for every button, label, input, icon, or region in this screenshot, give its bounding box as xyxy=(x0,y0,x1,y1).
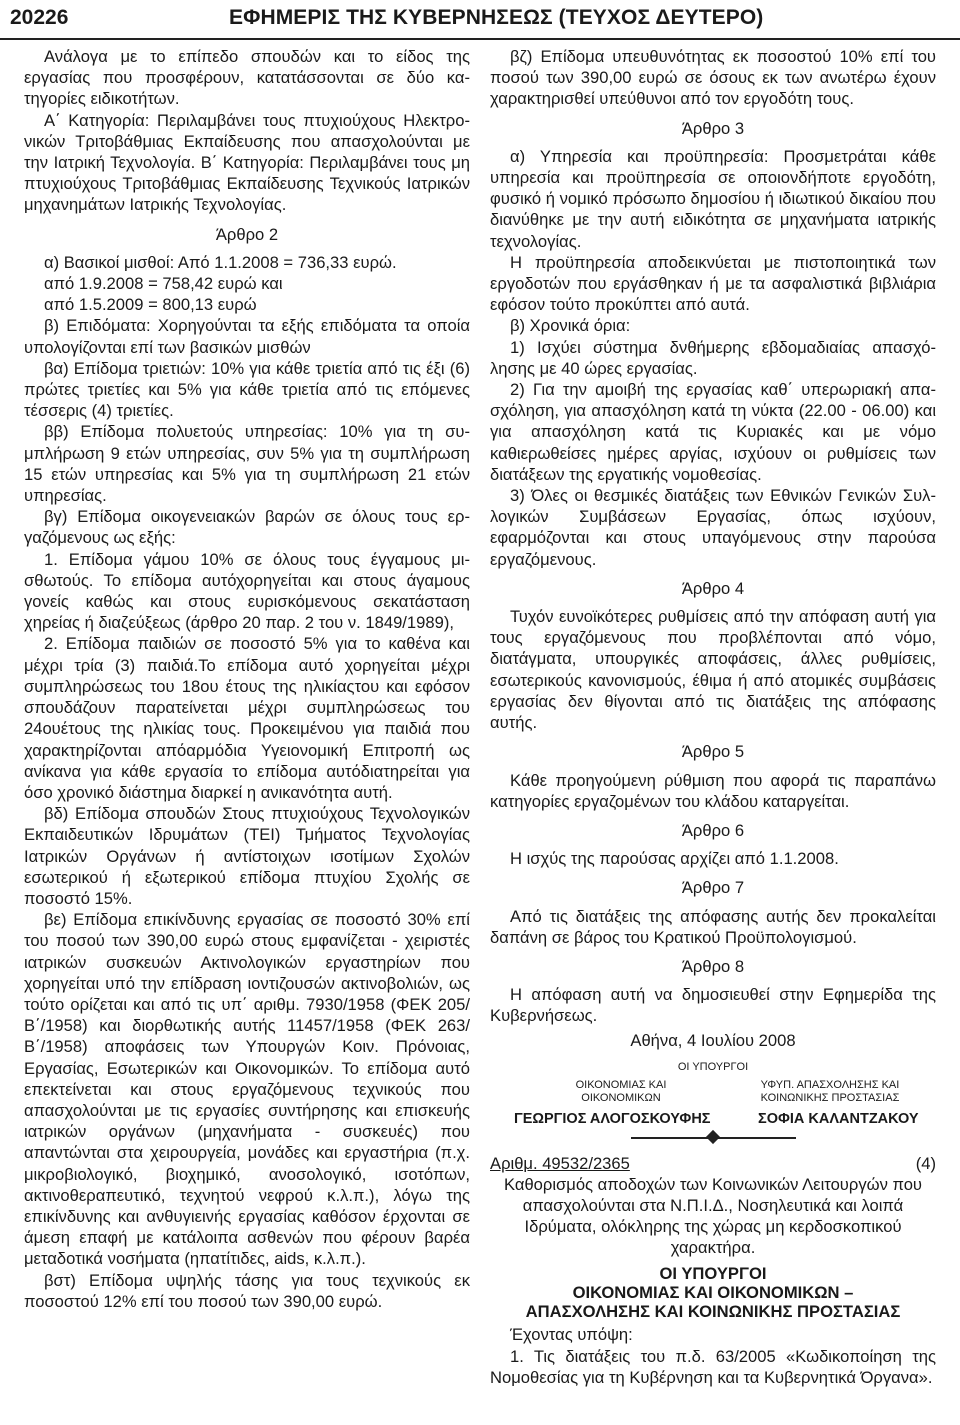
paragraph: 1. Τις διατάξεις του π.δ. 63/2005 «Κωδικοποίηση της Νομοθεσίας για τη Κυβέρνηση και τα Κυβερνητικά Όργανα». xyxy=(490,1346,936,1387)
decision-ref: (4) xyxy=(915,1153,936,1173)
article-heading: Άρθρο 8 xyxy=(681,956,745,976)
paragraph: β) Επιδόματα: Χορηγούνται τα εξής επιδόματα τα οποία υπολογίζονται επί των βασικών μισθών xyxy=(24,316,470,357)
paragraph: βζ) Επίδομα υπευθυνότητας εκ ποσοστού 10% επί του ποσού των 390,00 ευρώ σε όσους εκ των ανωτέρω έχουν χαρακτηρισθεί υπεύθυνοι από τον εργοδότη τους. xyxy=(490,47,936,109)
page-header xyxy=(0,0,960,42)
paragraph: βα) Επίδομα τριετιών: 10% για κάθε τριετία από τις έξι (6) πρώτες τριετίες και 5% για κάθε τριετία από τις επόμενες τέσσερις (4) τριετίες. xyxy=(24,358,470,421)
paragraph: βδ) Επίδομα σπουδών Στους πτυχιούχους Τεχνολογικών Εκπαιδευτικών Ιδρυμάτων (ΤΕΙ) Τμήματος Τεχνολογίας Ιατρικών Οργάνων ή αντίστοιχων ισοτίμων Σχολών εσωτερικού ή εξωτερικού επίδομα πτυχίου Σχολής σε ποσοστό 15%. xyxy=(24,804,470,908)
minister2-name: ΣΟΦΙΑ ΚΑΛΑΝΤΖΑΚΟΥ xyxy=(758,1110,919,1127)
decision-header xyxy=(490,1153,936,1174)
decision-number: Αριθμ. 49532/2365 xyxy=(490,1153,630,1173)
decision-title: Καθορισμός αποδοχών των Κοινωνικών Λειτουργών που απασχολούνται στα Ν.Π.Ι.Δ., Νοσηλευτικά και λοιπά Ιδρύματα, ολόκληρης της χώρας μη κερδοσκοπικού χαρακτήρα. xyxy=(503,1174,922,1258)
paragraph: 3) Όλες οι θεσμικές διατάξεις των Εθνικών Γενικών Συλλογικών Συμβάσεων Εργασίας, όπως ισχύουν, εφαρμόζονται και στους υπαγόμενους στην παρούσα εργαζόμενους. xyxy=(490,486,936,569)
ministers-heading-line2: ΟΙΚΟΝΟΜΙΑΣ ΚΑΙ ΟΙΚΟΝΟΜΙΚΩΝ – xyxy=(572,1283,854,1303)
paragraph: α) Βασικοί μισθοί: Από 1.1.2008 = 736,33 ευρώ. xyxy=(44,252,397,272)
ministers-heading-line3: ΑΠΑΣΧΟΛΗΣΗΣ ΚΑΙ ΚΟΙΝΩΝΙΚΗΣ ΠΡΟΣΤΑΣΙΑΣ xyxy=(525,1302,901,1322)
ministers-heading-line1: ΟΙ ΥΠΟΥΡΓΟΙ xyxy=(659,1264,767,1284)
paragraph: Η απόφαση αυτή να δημοσιευθεί στην Εφημερίδα της Κυβερνήσεως. xyxy=(490,985,936,1026)
paragraph: 2. Επίδομα παιδιών σε ποσοστό 5% για το καθένα και μέχρι τρία (3) παιδιά.Το επίδομα αυτό χορηγείται μέχρι συμπληρώσεως του 18ου έτους της ηλικίαςτου και εφόσον σπουδάζουν παρατείνεται μέχρι συμπληρώσεως του 24ουέτους της ηλικίας τους. Προκειμένου για παιδιά που χαρακτηρίζονται απόαρμόδια Υγειονομική Επιτροπή ως ανίκανα για κάθε εργασία το επίδομα αυτόδιατηρείται για όσο χρονικό διάστημα διαρκεί η ανικανότητα αυτή. xyxy=(24,634,470,802)
header-rule xyxy=(0,38,960,40)
paragraph: Από τις διατάξεις της απόφασης αυτής δεν προκαλείται δαπάνη σε βάρος του Κρατικού Προϋπολογισμού. xyxy=(490,906,936,947)
paragraph: Η προϋπηρεσία αποδεικνύεται με πιστοποιητικά των εργοδοτών που εργάσθηκαν ή με τα ασφαλιστικά βιβλιάρια εφόσον τούτο προκύπτει από αυτά. xyxy=(490,252,936,315)
paragraph: βε) Επίδομα επικίνδυνης εργασίας σε ποσοστό 30% επί του ποσού των 390,00 ευρώ στους εμφανίζεται - χειριστές ιατρικών συσκευών Ακτινολογικών εργαστηρίων που χορηγείται υπό την επίδραση ιοντιζουσών ακτινοβολιών, ως τούτο ορίζεται και από τις υπ΄ αριθμ. 7930/1958 (ΦΕΚ 205/Β΄/1958) και διορθωτικής αυτής 11457/1958 (ΦΕΚ 263/Β΄/1958) αποφάσεις των Υπουργών Κοιν. Πρόνοιας, Εργασίας, Εσωτερικών και Οικονομικών. Το επίδομα αυτό επεκτείνεται και στους εργαζόμενους τεχνικούς που απασχολούνται με τις εργασίες συντήρησης και επισκευής ιατρικών οργάνων (μηχανήματα - συσκευές) που απαντώνται στα χειρουργεία, μονάδες και εργαστήρια (π.χ. μικροβιολογικό, βιοχημικό, ανοσολογικό, ισοτόπων, ακτινοθεραπευτικό, τεχνητού νεφρού κ.λ.π.), λόγω της επικίνδυνης και ανθυγιεινής εργασίας καθόσον έρχονται σε άμεση επαφή με κατάλοιπα ασθενών που φέρουν βαρέα μεταδοτικά νοσήματα (ηπατίτιδες, aids, κ.λ.π.). xyxy=(24,910,470,1269)
paragraph: 2) Για την αμοιβή της εργασίας καθ΄ υπερωριακή απασχόληση, για απασχόληση κατά τη νύκτα (22.00 - 06.00) και για απασχόληση κατά τις Κυριακές και με νόμο καθιερωθείσες ημέρες αργίας, ισχύουν οι ρυθμίσεις των διατάξεων της εργατικής νομοθεσίας. xyxy=(490,380,936,484)
left-column xyxy=(24,46,470,1312)
article-heading: Άρθρο 6 xyxy=(681,820,745,840)
article-heading: Άρθρο 4 xyxy=(681,578,745,598)
paragraph: βστ) Επίδομα υψηλής τάσης για τους τεχνικούς εκ ποσοστού 12% επί του ποσού των 390,00 ευρώ. xyxy=(24,1270,470,1311)
minister1-name: ΓΕΩΡΓΙΟΣ ΑΛΟΓΟΣΚΟΥΦΗΣ xyxy=(514,1110,711,1127)
diamond-ornament-icon xyxy=(706,1129,720,1143)
paragraph: Κάθε προηγούμενη ρύθμιση που αφορά τις παραπάνω κατηγορίες εργαζομένων του κλάδου καταργείται. xyxy=(490,770,936,811)
paragraph: βγ) Επίδομα οικογενειακών βαρών σε όλους τους εργαζόμενους ως εξής: xyxy=(24,507,470,548)
article-heading: Άρθρο 3 xyxy=(681,118,745,138)
ministers-label: ΟΙ ΥΠΟΥΡΓΟΙ xyxy=(677,1060,749,1073)
paragraph: 1) Ισχύει σύστημα δνθήμερης εβδομαδιαίας απασχόλησης με 40 ώρες εργασίας. xyxy=(490,337,936,378)
paragraph: Α΄ Κατηγορία: Περιλαμβάνει τους πτυχιούχους Ηλεκτρονικών Τριτοβάθμιας Εκπαίδευσης που απασχολούνται με την Ιατρική Τεχνολογία. Β΄ Κατηγορία: Περιλαμβάνει τους μη πτυχιούχους Τριτοβάθμιας Εκπαίδευσης Τεχνικούς Ιατρικών μηχανημάτων Ιατρικής Τεχνολογίας. xyxy=(24,110,470,215)
paragraph: β) Χρονικά όρια: xyxy=(510,316,631,336)
paragraph: Ανάλογα με το επίπεδο σπουδών και το είδος της εργασίας που προσφέρουν, κατατάσσονται σε δύο κατηγορίες ειδικοτήτων. xyxy=(24,47,470,109)
article-heading: Άρθρο 5 xyxy=(681,742,745,762)
paragraph: Τυχόν ευνοϊκότερες ρυθμίσεις από την απόφαση αυτή για τους εργαζόμενους που προβλέπονται από νόμο, διατάγματα, υπουργικές αποφάσεις, άλλες ρυθμίσεις, εσωτερικούς κανονισμούς, έθιμα ή από ατομικές συμβάσεις εργασίας δεν θίγονται από τις διατάξεις της απόφασης αυτής. xyxy=(490,607,936,733)
paragraph: ββ) Επίδομα πολυετούς υπηρεσίας: 10% για τη συμπλήρωση 9 ετών υπηρεσίας, συν 5% για τη συμπλήρωση 15 ετών υπηρεσίας και 5% για τη συμπλήρωση 21 ετών υπηρεσίας. xyxy=(24,422,470,506)
minister2-title: ΥΦΥΠ. ΑΠΑΣΧΟΛΗΣΗΣ ΚΑΙ ΚΟΙΝΩΝΙΚΗΣ ΠΡΟΣΤΑΣΙΑΣ xyxy=(760,1078,900,1104)
page-number: 20226 xyxy=(10,6,69,29)
signature-block xyxy=(490,1027,936,1147)
paragraph: από 1.5.2009 = 800,13 ευρώ xyxy=(44,295,257,315)
place-date: Αθήνα, 4 Ιουλίου 2008 xyxy=(630,1030,796,1050)
article-heading: Άρθρο 7 xyxy=(681,878,745,898)
paragraph: Η ισχύς της παρούσας αρχίζει από 1.1.2008. xyxy=(510,849,839,869)
right-column xyxy=(490,46,936,1388)
paragraph: 1. Επίδομα γάμου 10% σε όλους τους έγγαμους μισθωτούς. Το επίδομα αυτόχορηγείται και στους άγαμους γονείς καθώς και στους ευρισκόμενους σεκατάσταση χηρείας ή διαζεύξεως (άρθρο 20 παρ. 2 του ν. 1849/1989), xyxy=(24,549,470,633)
paragraph: από 1.9.2008 = 758,42 ευρώ και xyxy=(44,274,283,294)
paragraph: α) Υπηρεσία και προϋπηρεσία: Προσμετράται κάθε υπηρεσία και προϋπηρεσία σε οποιονδήποτε εργοδότη, φυσικό ή νομικό πρόσωπο δημοσίου ή ιδιωτικού δικαίου που διανύθηκε με την αυτή ειδικότητα σε μηχανήματα ιατρικής τεχνολογίας. xyxy=(490,146,936,251)
paragraph: Έχοντας υπόψη: xyxy=(510,1325,633,1345)
article-heading: Άρθρο 2 xyxy=(215,224,279,244)
minister1-title: ΟΙΚΟΝΟΜΙΑΣ ΚΑΙ ΟΙΚΟΝΟΜΙΚΩΝ xyxy=(575,1078,667,1104)
gazette-title: ΕΦΗΜΕΡΙΣ ΤΗΣ ΚΥΒΕΡΝΗΣΕΩΣ (ΤΕΥΧΟΣ ΔΕΥΤΕΡΟ) xyxy=(229,6,764,29)
